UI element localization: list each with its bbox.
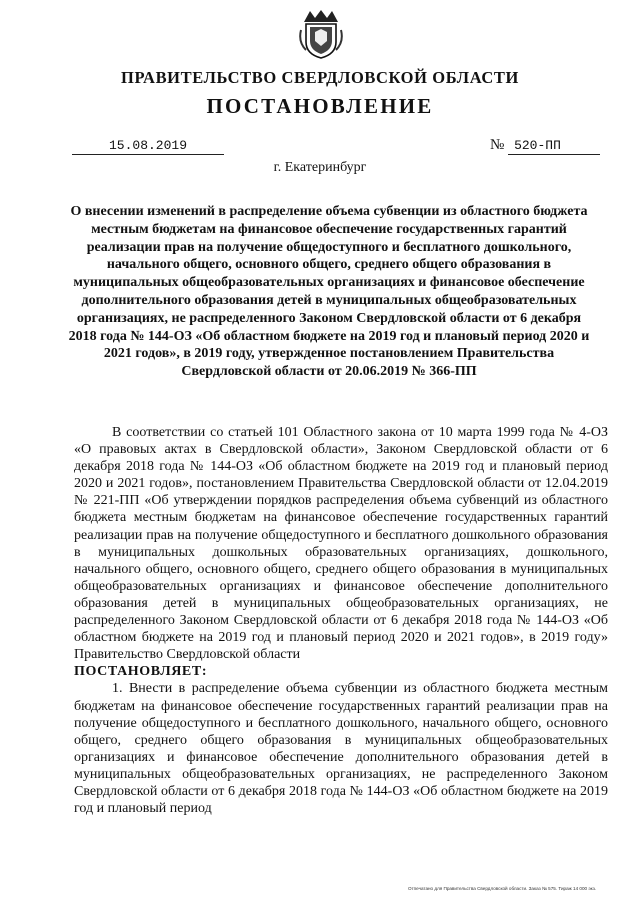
number-sign: № (490, 137, 505, 153)
government-name: ПРАВИТЕЛЬСТВО СВЕРДЛОВСКОЙ ОБЛАСТИ (121, 68, 519, 87)
sverdlovsk-coat-of-arms-icon (298, 8, 344, 60)
document-body (74, 424, 608, 817)
document-date: 15.08.2019 (72, 137, 224, 155)
document-type: ПОСТАНОВЛЕНИЕ (206, 94, 434, 118)
preamble-paragraph: В соответствии со статьей 101 Областного закона от 10 марта 1999 года № 4-ОЗ «О правовых актах в Свердловской области», Законом Свердловской области от 6 декабря 2018 года № 144-ОЗ «Об областном бюджете на 2019 год и плановый период 2020 и 2021 годов», постановлением Правительства Свердловской области от 12.04.2019 № 221-ПП «Об утверждении порядков распределения объема субвенций из областного бюджета местным бюджетам на финансовое обеспечение государственных гарантий реализации прав на получение общедоступного и бесплатного дошкольного образования в муниципальных дошкольных образовательных организациях, дошкольного, начального общего, основного общего, среднего общего образования в муниципальных общеобразовательных организациях и финансовое обеспечение дополнительного образования детей в муниципальных общеобразовательных организациях, не распределенного Законом Свердловской области от 6 декабря 2018 года № 144-ОЗ «Об областном бюджете на 2019 год и плановый период 2020 и 2021 годов», в 2019 году» Правительство Свердловской области (74, 425, 608, 663)
print-footer: Отпечатано для Правительства Свердловской области. Заказ № 575. Тираж 14 000 экз. (408, 886, 597, 891)
decree-heading: ПОСТАНОВЛЯЕТ: (74, 664, 208, 680)
document-number: 520-ПП (508, 137, 600, 155)
document-title: О внесении изменений в распределение объема субвенции из областного бюджета местным бюджетам на финансовое обеспечение государственных гарантий реализации прав на получение общедоступного и бесплатного дошкольного, начального общего, основного общего, среднего общего образования в муниципальных общеобразовательных организациях и финансовое обеспечение дополнительного образования детей в муниципальных общеобразовательных организациях, не распределенного Законом Свердловской области от 6 декабря 2018 года № 144-ОЗ «Об областном бюджете на 2019 год и плановый период 2020 и 2021 годов», в 2019 году, утвержденное постановлением Правительства Свердловской области от 20.06.2019 № 366-ПП (68, 204, 590, 380)
item-1-paragraph: 1. Внести в распределение объема субвенции из областного бюджета местным бюджетам на финансовое обеспечение государственных гарантий реализации прав на получение общедоступного и бесплатного дошкольного, начального общего, основного общего, среднего общего образования в муниципальных общеобразовательных организациях и финансовое обеспечение дополнительного образования детей в муниципальных общеобразовательных организациях, не распределенного Законом Свердловской области от 6 декабря 2018 года № 144-ОЗ «Об областном бюджете на 2019 год и плановый период (74, 681, 608, 817)
document-number-field (490, 137, 600, 155)
city: г. Екатеринбург (273, 160, 367, 175)
